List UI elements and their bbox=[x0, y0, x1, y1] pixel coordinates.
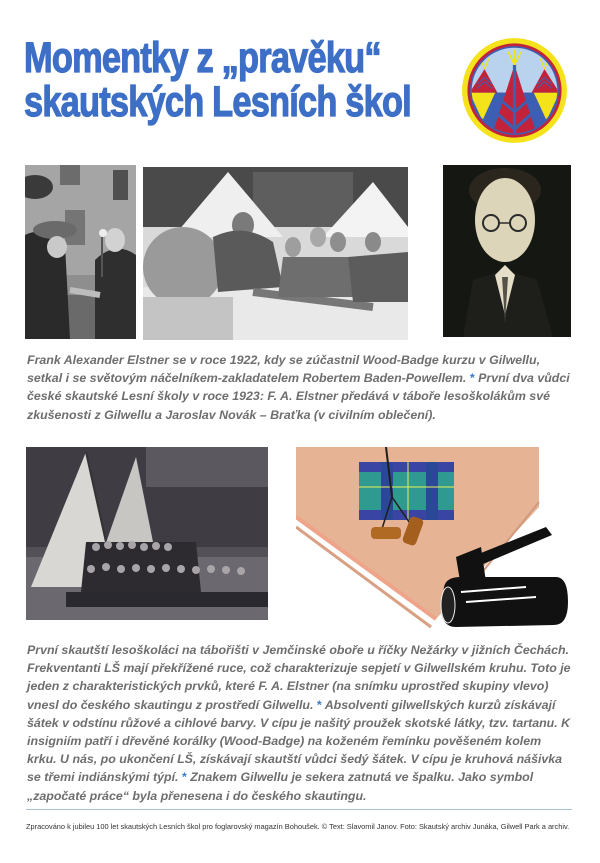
footer-divider bbox=[26, 809, 572, 810]
footer-credits: Zpracováno k jubileu 100 let skautských Lesních škol pro foglarovský magazín Bohoušek. © Text: Slavomil Janov. Foto: Skautský archiv Junáka, Gilwell Park a archiv. bbox=[26, 822, 570, 831]
gilwell-tipi-badge-icon bbox=[461, 37, 568, 144]
photo-first-forest-school-tipi-camp bbox=[26, 447, 268, 620]
page-title bbox=[24, 36, 464, 124]
photo-gilwell-scarf-woodbadge-axe bbox=[296, 447, 576, 629]
caption2-text-part3: Znakem Gilwellu je sekera zatnutá ve špalku. Jako symbol „započaté práce“ byla přenesena i do českého skautingu. bbox=[27, 770, 534, 803]
caption2-text-part1: První skautští lesoškoláci na tábořišti v Jemčinské oboře u říčky Nežárky v jižních Čechách. Frekventanti LŠ mají překřížené ruce, což charakterizuje sepjetí v Gilwellském kruhu. Toto je jeden z charakteristických prvků, které F. A. Elstner (na snímku uprostřed skupiny vlevo) vnesl do českého skautingu z prostředí Gilwellu. bbox=[27, 643, 571, 712]
photo-forest-school-camp-1923 bbox=[143, 167, 408, 340]
photo-elstner-baden-powell-handshake bbox=[25, 165, 136, 339]
caption-top-photos bbox=[27, 351, 572, 424]
caption1-text-part1: Frank Alexander Elstner se v roce 1922, kdy se zúčastnil Wood-Badge kurzu v Gilwellu, setkal i se světovým náčelníkem-zakladatelem Robertem Baden-Powellem. bbox=[27, 353, 541, 386]
asterisk-separator: * bbox=[181, 770, 187, 785]
asterisk-separator: * bbox=[469, 371, 475, 386]
title-line-1: Momentky z „pravěku“ bbox=[24, 34, 381, 82]
title-line-2: skautských Lesních škol bbox=[24, 78, 411, 126]
caption-bottom-photos bbox=[27, 641, 572, 805]
caption2-text-part2: Absolventi gilwellských kurzů získávají šátek v odstínu růžové a cihlové barvy. V cípu je našitý proužek skotské látky, tzv. tartanu. K insigniím patří i dřevěné korálky (Wood-Badge) na koženém řemínku pověšeném kolem krku. U nás, po ukončení LŠ, získávají skautští vůdci šedý šátek. V cípu je kruhová nášivka se třemi indiánskými týpí. bbox=[27, 697, 571, 785]
asterisk-separator: * bbox=[316, 697, 322, 712]
photo-jaroslav-novak-portrait bbox=[443, 165, 571, 337]
caption1-text-part2: První dva vůdci české skautské Lesní školy v roce 1923: F. A. Elstner předává v táboře lesoškolákům své zkušenosti z Gilwellu a Jaroslav Novák – Braťka (v civilním oblečení). bbox=[27, 371, 570, 422]
